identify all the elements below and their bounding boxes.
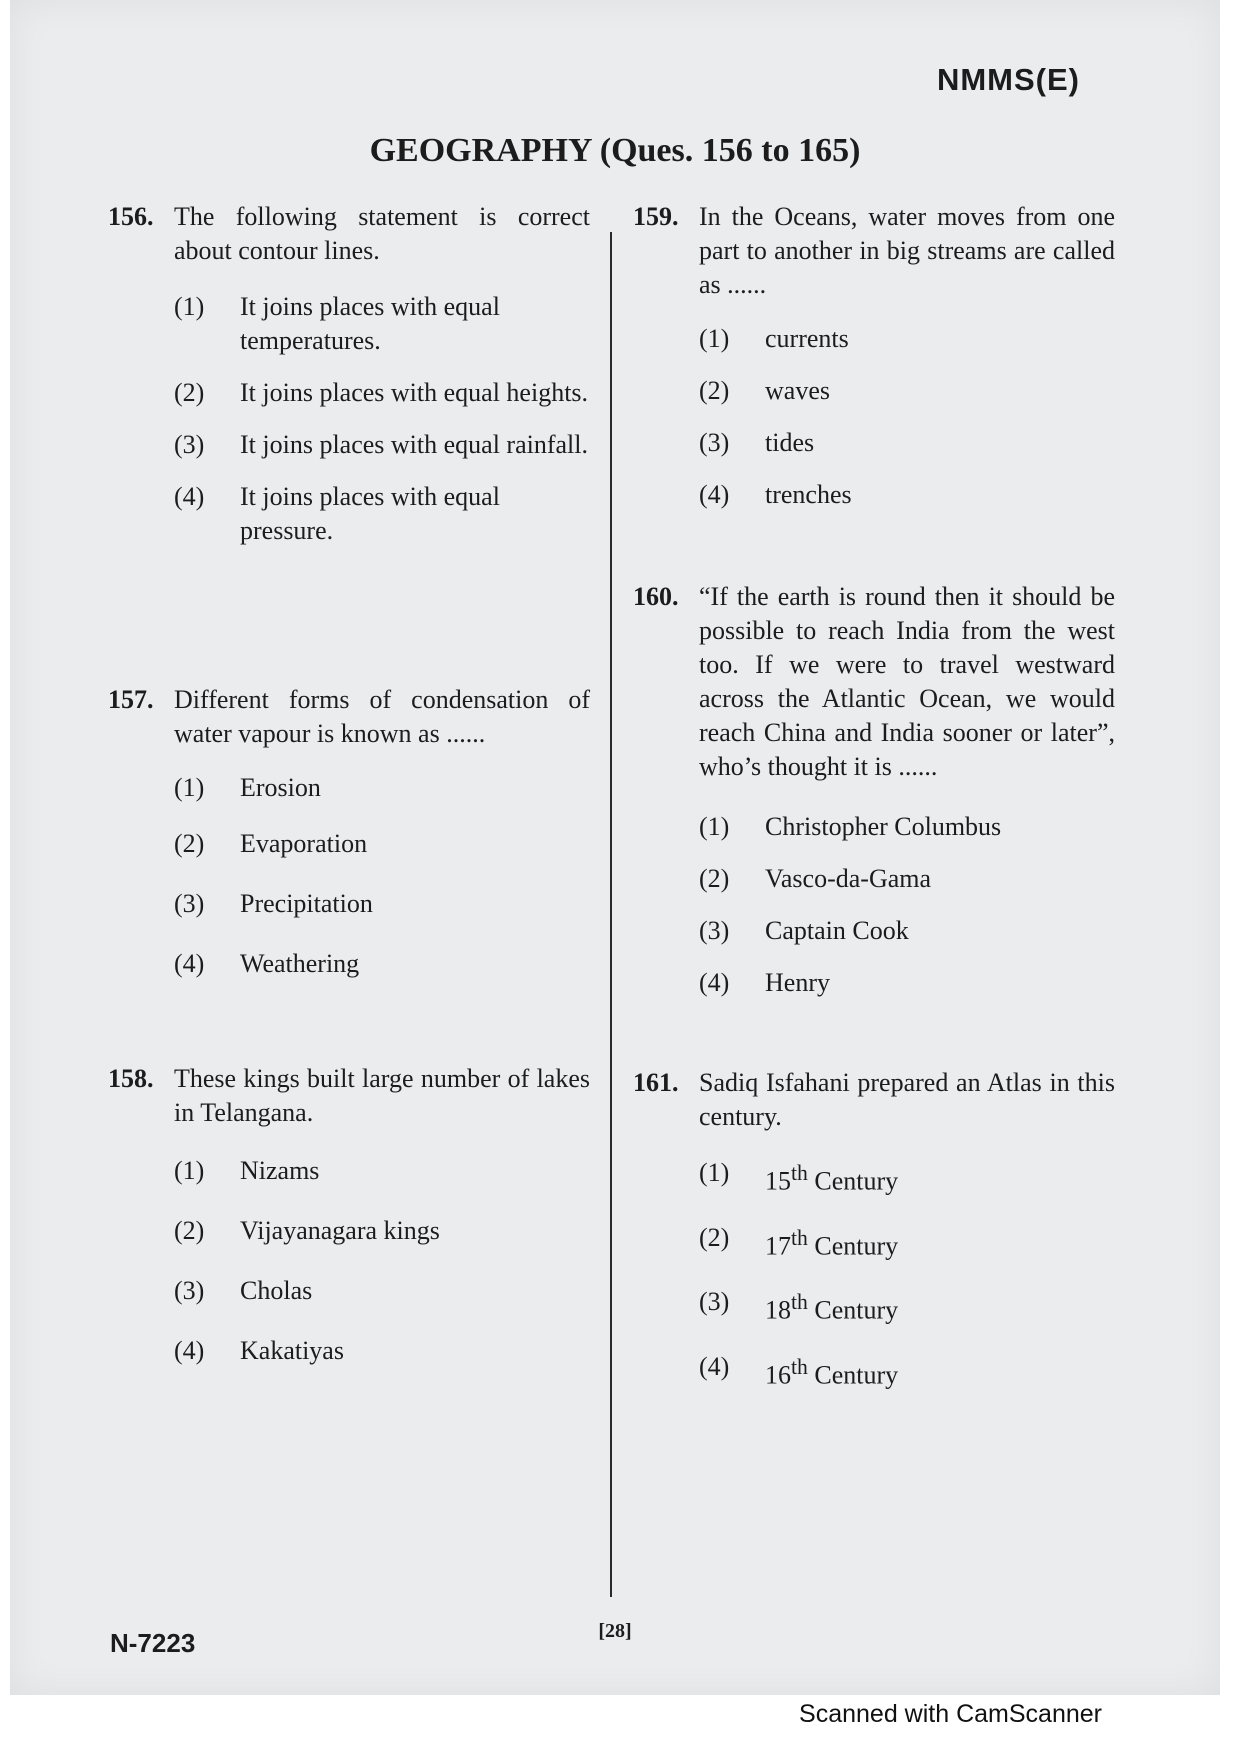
option-text: Henry xyxy=(765,968,830,997)
option-number: (4) xyxy=(699,968,730,997)
option-number: (1) xyxy=(174,1156,205,1185)
option-number: (3) xyxy=(174,889,205,918)
question-text: Sadiq Isfahani prepared an Atlas in this century. xyxy=(699,1068,1115,1131)
question-number: 160. xyxy=(633,582,679,611)
option-text: Kakatiyas xyxy=(240,1336,344,1365)
option-text: 15th Century xyxy=(765,1161,899,1196)
option xyxy=(699,374,1115,408)
option-number: (3) xyxy=(174,430,205,459)
question-160 xyxy=(633,580,1115,1000)
section-title: GEOGRAPHY (Ques. 156 to 165) xyxy=(369,132,861,169)
option-number: (1) xyxy=(174,292,205,321)
option-text: waves xyxy=(765,376,830,405)
option-text: Vasco-da-Gama xyxy=(765,864,932,893)
option-number: (3) xyxy=(174,1276,205,1305)
question-157 xyxy=(108,683,590,981)
question-number: 156. xyxy=(108,202,154,231)
option-number: (2) xyxy=(174,1216,205,1245)
scanner-watermark: Scanned with CamScanner xyxy=(799,1700,1102,1728)
option-text: Nizams xyxy=(240,1156,320,1185)
question-161 xyxy=(633,1066,1115,1393)
option xyxy=(699,1156,1115,1199)
option-number: (1) xyxy=(699,324,730,353)
exam-code: NMMS(E) xyxy=(936,62,1080,97)
option-number: (1) xyxy=(174,773,205,802)
option xyxy=(174,947,590,981)
option-number: (2) xyxy=(174,829,205,858)
option-text: It joins places with equal rainfall. xyxy=(240,430,589,459)
option-number: (3) xyxy=(699,1287,730,1317)
question-159 xyxy=(633,200,1115,512)
page-number: [28] xyxy=(598,1620,632,1642)
option-text: Evaporation xyxy=(240,829,368,858)
option-text: trenches xyxy=(765,480,852,509)
option-number: (4) xyxy=(174,1336,205,1365)
option-text: It joins places with equal pressure. xyxy=(240,482,500,545)
option xyxy=(174,1154,590,1188)
option xyxy=(174,480,590,548)
option-number: (4) xyxy=(174,949,205,978)
option-number: (3) xyxy=(699,916,730,945)
option xyxy=(174,887,590,921)
option xyxy=(174,428,590,462)
option-number: (4) xyxy=(699,1351,730,1381)
option xyxy=(699,1221,1115,1264)
option-text: 17th Century xyxy=(765,1225,899,1261)
option-text: It joins places with equal temperatures. xyxy=(240,292,500,355)
option-number: (1) xyxy=(699,812,730,841)
option-text: Captain Cook xyxy=(765,916,909,945)
option-text: Cholas xyxy=(240,1276,313,1305)
option xyxy=(699,1350,1115,1393)
option-number: (2) xyxy=(174,378,205,407)
option-number: (2) xyxy=(699,376,730,405)
option-text: 18th Century xyxy=(765,1290,899,1325)
option-number: (3) xyxy=(699,428,730,457)
option-text: tides xyxy=(765,428,815,457)
question-text: “If the earth is round then it should be possible to reach India from the west too. If we were to travel westward across the Atlantic Ocean, we would reach China and India sooner or later”, who’s thought it is ...... xyxy=(699,582,1115,781)
option-number: (4) xyxy=(699,480,730,509)
option xyxy=(174,1214,590,1248)
scanned-page xyxy=(10,0,1220,1695)
option-text: Weathering xyxy=(240,949,360,978)
option xyxy=(174,290,590,358)
option-text: 16th Century xyxy=(765,1354,899,1390)
option xyxy=(174,1274,590,1308)
option-number: (2) xyxy=(699,1222,730,1252)
option-text: Christopher Columbus xyxy=(765,812,1002,841)
option xyxy=(699,966,1115,1000)
question-text: These kings built large number of lakes in Telangana. xyxy=(174,1064,590,1127)
option-text: It joins places with equal heights. xyxy=(240,378,589,407)
booklet-code: N-7223 xyxy=(110,1628,196,1658)
question-text: Different forms of condensation of water vapour is known as ...... xyxy=(174,685,590,748)
question-number: 161. xyxy=(633,1068,679,1097)
option xyxy=(699,322,1115,356)
option xyxy=(699,862,1115,896)
question-text: The following statement is correct about contour lines. xyxy=(174,202,590,265)
question-number: 158. xyxy=(108,1064,154,1093)
option-number: (1) xyxy=(699,1158,730,1187)
option xyxy=(699,914,1115,948)
question-156 xyxy=(108,200,590,548)
option xyxy=(699,426,1115,460)
option xyxy=(174,376,590,410)
option-text: Erosion xyxy=(240,773,321,802)
option xyxy=(699,1285,1115,1328)
option-text: currents xyxy=(765,324,849,353)
question-number: 157. xyxy=(108,685,154,714)
option-text: Precipitation xyxy=(240,889,373,918)
option xyxy=(699,810,1115,844)
question-number: 159. xyxy=(633,202,679,231)
option-text: Vijayanagara kings xyxy=(240,1216,440,1245)
option xyxy=(174,827,590,861)
option-number: (4) xyxy=(174,482,205,511)
option xyxy=(174,771,590,805)
question-text: In the Oceans, water moves from one part to another in big streams are called as ...... xyxy=(699,202,1115,299)
option-number: (2) xyxy=(699,864,730,893)
column-divider xyxy=(610,232,612,1597)
option xyxy=(174,1334,590,1368)
question-158 xyxy=(108,1062,590,1368)
option xyxy=(699,478,1115,512)
